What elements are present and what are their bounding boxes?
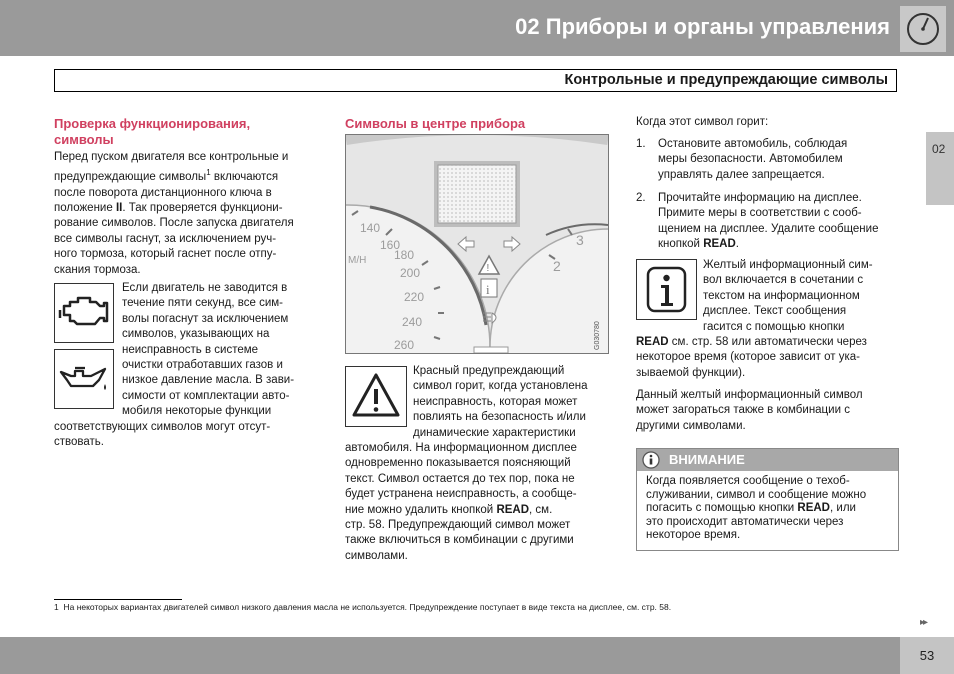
- info-icon: [636, 259, 697, 320]
- section-title: Контрольные и предупреждающие символы: [564, 72, 888, 88]
- text-line: стр. 58. Предупреждающий символ может: [345, 519, 571, 532]
- header-bar: [0, 0, 954, 56]
- text-line: ного тормоза, который гаснет после отпу-: [54, 248, 277, 261]
- col1-paragraph: [54, 150, 324, 278]
- text-line: гасится с помощью кнопки: [703, 320, 845, 333]
- gauge-icon: [900, 6, 946, 52]
- text-line: течение пяти секунд, все сим-: [122, 297, 283, 310]
- text-line: меры безопасности. Автомобилем: [658, 153, 843, 166]
- col1-wrap-text: [122, 281, 322, 420]
- text-line: текст. Символ остается до тех пор, пока не: [345, 472, 575, 485]
- text-line: служивании, символ и сообщение можно: [646, 488, 867, 501]
- text-line: симости от комплектации авто-: [122, 389, 290, 402]
- col2-paragraph: [345, 441, 615, 564]
- note-text: [646, 475, 894, 543]
- col3-paragraph: [636, 388, 906, 434]
- col3-info-after: [636, 335, 906, 381]
- text-line: символ горит, когда установлена: [413, 380, 588, 393]
- text-line: некоторое время.: [646, 529, 741, 542]
- text-line: символов, указывающих на: [122, 328, 270, 341]
- text-line: кнопкой READ.: [658, 238, 739, 251]
- text-line: другими символами.: [636, 419, 746, 432]
- footnote-number: 1: [54, 602, 59, 612]
- text-line: низкое давление масла. В зави-: [122, 374, 295, 387]
- speed-label-260: 260: [394, 338, 415, 352]
- list-number: 1.: [636, 138, 646, 150]
- text-line: Примите меры в соответствии с сооб-: [658, 207, 862, 220]
- engine-check-icon: [54, 283, 114, 343]
- text-line: некоторое время (которое зависит от ука-: [636, 351, 860, 364]
- read-button-ref: READ: [703, 238, 736, 251]
- text-line: очистки отработавших газов и: [122, 359, 283, 372]
- col1-heading-line: символы: [54, 132, 114, 147]
- text-line: соответствующих символов могут отсут-: [54, 420, 271, 433]
- note-title: ВНИМАНИЕ: [669, 452, 745, 467]
- text-line: повлиять на безопасность и/или: [413, 411, 586, 424]
- text-line: управлять далее запрещается.: [658, 168, 825, 181]
- list-item: [636, 137, 906, 187]
- text-line: погасить с помощью кнопки READ, или: [646, 502, 856, 515]
- text-line: после поворота дистанционного ключа в: [54, 186, 272, 199]
- read-button-ref: READ: [797, 502, 830, 515]
- oil-can-icon: [54, 349, 114, 409]
- text-line: ние можно удалить кнопкой READ, см.: [345, 503, 553, 516]
- col3-info-wrap: [703, 258, 903, 335]
- text-line: автомобиля. На информационном дисплее: [345, 442, 577, 454]
- text-line: все символы гаснут, за исключением руч-: [54, 232, 277, 245]
- footnote: [54, 602, 671, 612]
- svg-text:!: !: [486, 263, 490, 274]
- col1-heading-line: Проверка функционирования,: [54, 116, 251, 131]
- text-line: Прочитайте информацию на дисплее.: [658, 192, 862, 204]
- chapter-tab[interactable]: [926, 132, 954, 205]
- text-line: Желтый информационный сим-: [703, 259, 873, 271]
- text-line: рование символов. После запуска двигателя: [54, 217, 294, 230]
- speed-label-200: 200: [400, 266, 421, 280]
- footnote-text: На некоторых вариантах двигателей символ низкого давления масла не используется. Предупреждение поступает в виде текста на дисплее, см. стр. 58.: [63, 602, 672, 612]
- rpm-label-3: 3: [576, 232, 584, 248]
- footer-bar: [0, 637, 954, 674]
- text-line: Если двигатель не заводится в: [122, 282, 288, 294]
- text-line: Когда появляется сообщение о техоб-: [646, 475, 850, 487]
- text-line: волы погаснут за исключением: [122, 312, 289, 325]
- col2-heading: Символы в центре прибора: [345, 116, 526, 131]
- read-button-ref: READ: [496, 503, 530, 516]
- chapter-title: 02 Приборы и органы управления: [515, 14, 890, 39]
- key-position: II: [115, 202, 123, 215]
- text-line: Данный желтый информационный символ: [636, 389, 863, 401]
- list-item: [636, 191, 906, 257]
- speed-label-160: 160: [380, 238, 401, 252]
- text-line: предупреждающие символы$^1$ включаются: [54, 168, 279, 184]
- text-line: щением на дисплее. Удалите сообщение: [658, 222, 879, 235]
- warning-triangle-icon: [345, 366, 407, 427]
- text-line: символами.: [345, 549, 408, 562]
- text-line: дисплее. Текст сообщения: [703, 305, 847, 318]
- col1-heading: [54, 116, 324, 148]
- speed-label-140: 140: [360, 221, 381, 235]
- text-line: Остановите автомобиль, соблюдая: [658, 138, 848, 150]
- note-box: [636, 448, 899, 551]
- text-line: READ см. стр. 58 или автоматически через: [636, 336, 867, 348]
- text-line: положение II. Так проверяется функциони-: [54, 202, 283, 215]
- text-line: неисправность в системе: [122, 343, 259, 356]
- footnote-ref: 1: [206, 168, 211, 178]
- chapter-tab-label: 02: [932, 142, 946, 156]
- speed-unit: M/H: [348, 255, 367, 266]
- text-line: динамические характеристики: [413, 426, 576, 439]
- read-button-ref: READ: [636, 336, 669, 348]
- step-list: [636, 137, 906, 257]
- text-line: ствовать.: [54, 436, 104, 448]
- text-line: также включиться в комбинации с другими: [345, 534, 574, 547]
- text-line: зываемой функции).: [636, 366, 746, 379]
- text-line: текстом на информационном: [703, 289, 860, 302]
- text-line: вол включается в сочетании с: [703, 274, 864, 287]
- text-line: неисправность, которая может: [413, 395, 578, 408]
- rpm-label-2: 2: [553, 258, 561, 274]
- note-header: [637, 449, 898, 471]
- text-line: может загораться также в комбинации с: [636, 404, 850, 417]
- list-number: 2.: [636, 192, 646, 204]
- text-line: это происходит автоматически через: [646, 515, 844, 528]
- speed-label-220: 220: [404, 290, 425, 304]
- info-circle-icon: [641, 451, 661, 474]
- section-header: [54, 69, 897, 92]
- next-page-icon[interactable]: ▸▸: [920, 617, 927, 628]
- col2-wrap-text: [413, 364, 613, 441]
- text-line: мобиля некоторые функции: [122, 405, 272, 418]
- col1-wrap-tail: [54, 420, 324, 451]
- page-number-box: [900, 637, 954, 674]
- text-line: одновременно показывается поясняющий: [345, 457, 571, 470]
- text-line: скания тормоза.: [54, 263, 141, 276]
- speed-label-240: 240: [402, 315, 423, 329]
- illustration-code: G030780: [594, 321, 601, 350]
- footnote-divider: [54, 599, 182, 600]
- text-line: будет устранена неисправность, а сообще-: [345, 488, 577, 501]
- speed-label-180: 180: [394, 248, 415, 262]
- text-line: Перед пуском двигателя все контрольные и: [54, 151, 289, 163]
- col3-intro: Когда этот символ горит:: [636, 116, 769, 128]
- svg-text:i: i: [486, 282, 490, 297]
- page-number: 53: [919, 648, 935, 663]
- instrument-cluster-illustration: [345, 134, 609, 354]
- text-line: Красный предупреждающий: [413, 365, 565, 377]
